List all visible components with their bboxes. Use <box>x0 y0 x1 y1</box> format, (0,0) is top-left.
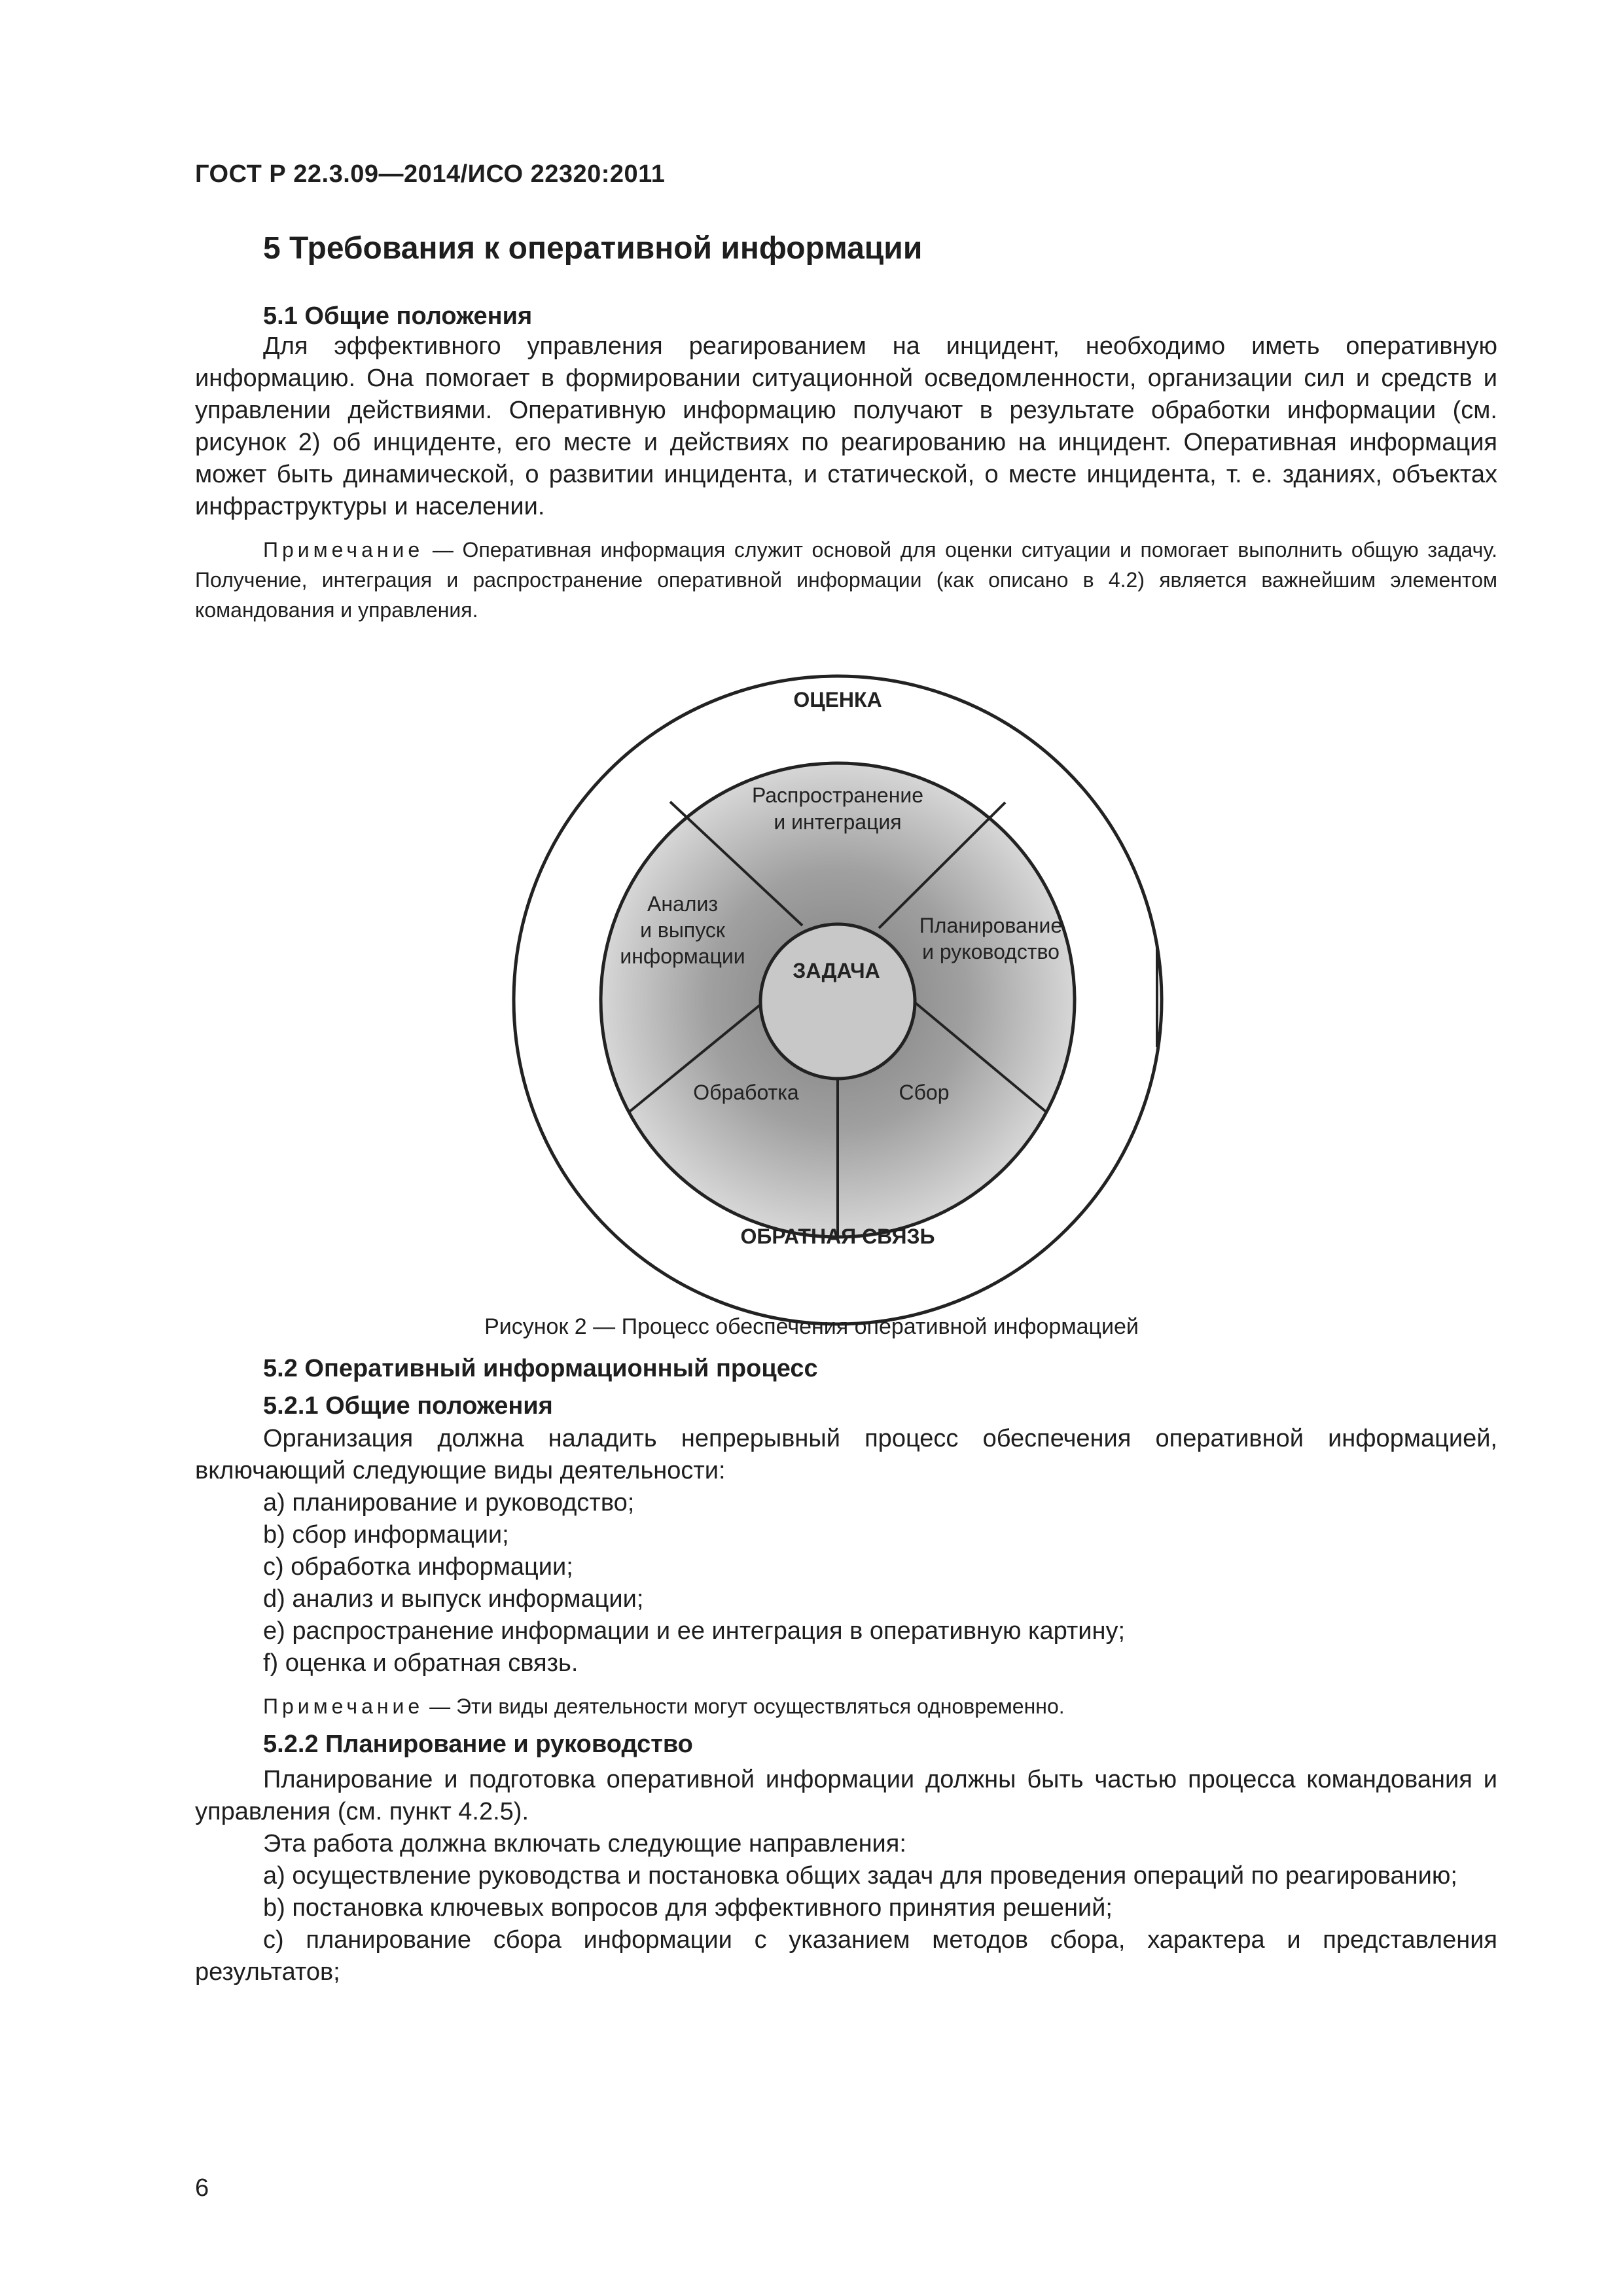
note-text: — Эти виды деятельности могут осуществляться одновременно. <box>423 1695 1065 1718</box>
section-5-2-1-note <box>195 1691 1497 1721</box>
section-5-1-paragraph: Для эффективного управления реагированием на инцидент, необходимо иметь оперативную информацию. Она помогает в формировании ситуационной осведомленности, организации сил и средств и управлении действиями. Оперативную информацию получают в результате обработки информации (см. рисунок 2) об инциденте, его месте и действиях по реагированию на инцидент. Оперативная информация может быть динамической, о развитии инцидента, и статической, о месте инцидента, т. е. зданиях, объектах инфраструктуры и населении. <box>195 332 1497 520</box>
note-text: — Оперативная информация служит основой для оценки ситуации и помогает выполнить общую задачу. Получение, интеграция и распространение оперативной информации (как описано в 4.2) является важнейшим элементом командования и управления. <box>195 538 1497 622</box>
label-obratnaya-svyaz: ОБРАТНАЯ СВЯЗЬ <box>740 1225 935 1248</box>
figure-2-caption: Рисунок 2 — Процесс обеспечения оперативной информацией <box>484 1314 1139 1339</box>
list-item-c: c) обработка информации; <box>263 1553 573 1581</box>
label-planirovanie-1: Планирование <box>919 914 1063 937</box>
label-zadacha: ЗАДАЧА <box>793 959 880 982</box>
label-analiz-2: и выпуск <box>640 918 725 942</box>
section-5-2-1-paragraph: Организация должна наладить непрерывный процесс обеспечения оперативной информацией, включающий следующие виды деятельности: <box>195 1425 1497 1484</box>
label-obrabotka: Обработка <box>693 1081 799 1104</box>
list-item-a-2: a) осуществление руководства и постановка общих задач для проведения операций по реагированию; <box>263 1862 1457 1890</box>
section-5-1-heading: 5.1 Общие положения <box>263 302 533 330</box>
label-rasprostranenie-2: и интеграция <box>774 810 902 834</box>
section-5-title: 5 Требования к оперативной информации <box>263 231 923 266</box>
label-otsenka: ОЦЕНКА <box>793 688 882 711</box>
list-item-e: e) распространение информации и ее интеграция в оперативную картину; <box>263 1617 1126 1645</box>
section-5-2-heading: 5.2 Оперативный информационный процесс <box>263 1355 818 1382</box>
label-analiz-1: Анализ <box>647 892 719 916</box>
right-edge-mark <box>1156 942 1158 1047</box>
label-sbor: Сбор <box>899 1081 950 1104</box>
note-label: Примечание <box>263 1695 424 1718</box>
section-5-2-2-paragraph-1: Планирование и подготовка оперативной информации должны быть частью процесса командования и управления (см. пункт 4.2.5). <box>195 1766 1497 1825</box>
note-label: Примечание <box>263 538 424 562</box>
center-circle <box>760 924 915 1079</box>
label-analiz-3: информации <box>620 944 745 968</box>
list-item-f: f) оценка и обратная связь. <box>263 1649 579 1677</box>
page-number: 6 <box>195 2174 209 2202</box>
section-5-2-2-paragraph-2: Эта работа должна включать следующие направления: <box>263 1830 906 1857</box>
list-item-b: b) сбор информации; <box>263 1521 509 1549</box>
list-item-a: a) планирование и руководство; <box>263 1489 635 1516</box>
section-5-2-1-heading: 5.2.1 Общие положения <box>263 1392 553 1420</box>
section-5-2-2-heading: 5.2.2 Планирование и руководство <box>263 1731 693 1758</box>
label-planirovanie-2: и руководство <box>922 940 1060 963</box>
list-item-d: d) анализ и выпуск информации; <box>263 1585 644 1613</box>
list-item-c-2: c) планирование сбора информации с указанием методов сбора, характера и представления результатов; <box>195 1926 1497 1986</box>
list-item-b-2: b) постановка ключевых вопросов для эффективного принятия решений; <box>263 1894 1113 1922</box>
document-code-header: ГОСТ Р 22.3.09—2014/ИСО 22320:2011 <box>195 160 666 188</box>
label-rasprostranenie-1: Распространение <box>751 783 924 807</box>
section-5-2 <box>195 1355 1497 1988</box>
